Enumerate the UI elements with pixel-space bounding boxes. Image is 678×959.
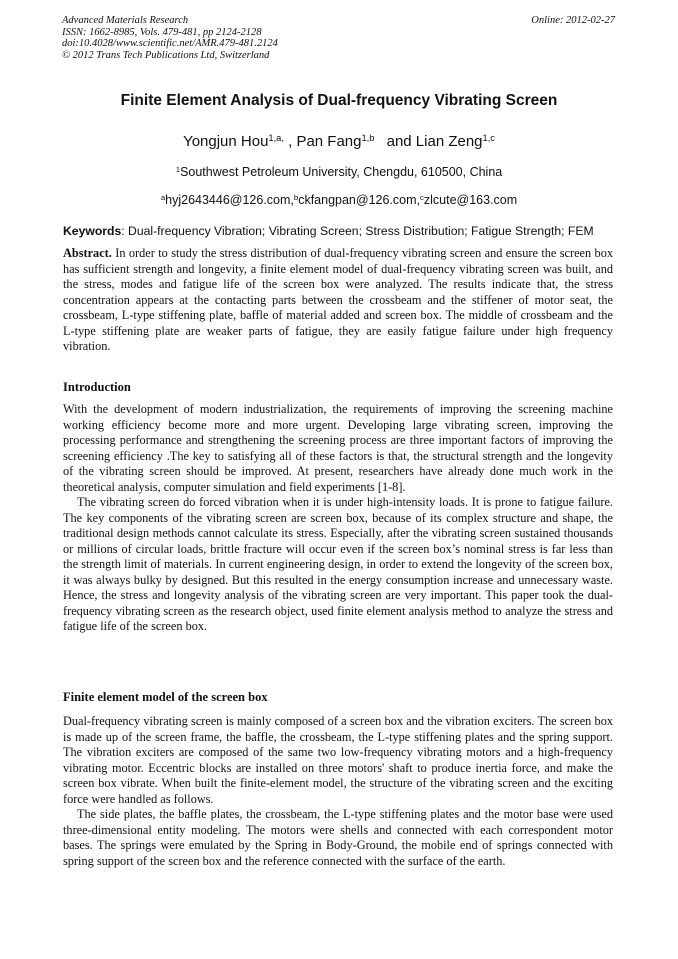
section-heading-introduction: Introduction <box>63 380 131 394</box>
email-sup: c <box>420 192 424 202</box>
email-sup: a <box>160 192 166 202</box>
email-address[interactable]: ckfangpan@126.com, <box>298 193 420 207</box>
introduction-body <box>63 402 613 635</box>
abstract <box>63 246 613 355</box>
journal-name: Advanced Materials Research <box>62 15 189 26</box>
fem-section-body <box>63 714 613 869</box>
affiliation-text: Southwest Petroleum University, Chengdu, 610500, China <box>180 165 503 179</box>
email-address[interactable]: zlcute@163.com <box>423 193 518 207</box>
author-name: , Pan Fang <box>288 133 362 150</box>
issn-line: ISSN: 1662-8985, Vols. 479-481, pp 2124-2128 <box>62 26 262 38</box>
journal-header <box>62 15 278 61</box>
author-name: Yongjun Hou <box>183 133 269 150</box>
author-sup: 1,c <box>482 132 495 143</box>
email-address[interactable]: hyj2643446@126.com, <box>165 193 294 207</box>
copyright-line: © 2012 Trans Tech Publications Ltd, Switzerland <box>62 49 270 61</box>
abstract-text: In order to study the stress distribution of dual-frequency vibrating screen and ensure the screen box has sufficient strength and longevity, a finite element model of dual-frequency vibrating screen was built, and the stress, modes and fatigue life of the screen box were analyzed. The results indicate that, the stress concentration appears at the contacting parts between the crossbeam and the stiffener of motor seat, the crossbeam, L-type stiffening plate, baffle of material added and screen box. The middle of crossbeam and the L-type stiffening plate are weaker parts of fatigue, they are easily fatigue failure under high frequency vibration. <box>63 246 613 353</box>
paragraph: With the development of modern industrialization, the requirements of improving the screening machine working efficiency become more and more urgent. Developing large vibrating screen, improving the processing performance and strengthening the screening process are three important factors of improving the screening efficiency .The key to satisfying all of these factors is that, the structural strength and the longevity of the vibrating screen should be improved. At present, researchers have already done much work in the theoretical analysis, computer simulation and field experiments [1-8]. <box>63 402 613 494</box>
paragraph: The side plates, the baffle plates, the crossbeam, the L-type stiffening plates and the motor base were used three-dimensional entity modeling. The motors were shells and connected with each correspondent motor bases. The springs were emulated by the Spring in Body-Ground, the mobile end of springs connected with spring support of the screen box and the reference connected with the surface of the earth. <box>63 807 613 868</box>
affiliation <box>0 165 678 179</box>
section-heading-fem-model: Finite element model of the screen box <box>63 690 268 704</box>
author-sup: 1,b <box>361 132 375 143</box>
paper-title: Finite Element Analysis of Dual-frequency Vibrating Screen <box>120 92 558 109</box>
doi-line: doi:10.4028/www.scientific.net/AMR.479-481.2124 <box>62 38 278 49</box>
email-sup: b <box>293 192 299 202</box>
author-list <box>0 133 678 150</box>
paragraph: The vibrating screen do forced vibration when it is under high-intensity loads. It is prone to fatigue failure. The key components of the vibrating screen are screen box, because of its complex structure and shape, the traditional design methods cannot calculate its stress. Especially, after the vibrating screen sustained thousands or millions of circular loads, brittle fracture will occur even if the screen box’s nominal stress is far less than the strength limit of materials. In current engineering design, in order to extend the longevity of the screen box, it was always bulky by designed. But this resulted in the energy consumption increase and unnecessary waste. Hence, the stress and longevity analysis of the vibrating screen are very important. This paper took the dual-frequency vibrating screen as the research object, used finite element analysis method to analyze the stress and fatigue life of the screen box. <box>63 495 613 633</box>
online-date: Online: 2012-02-27 <box>531 15 615 26</box>
keywords-label: Keywords <box>63 224 122 238</box>
keywords-line <box>63 224 623 238</box>
author-name: and Lian Zeng <box>386 133 483 150</box>
keywords-text: : Dual-frequency Vibration; Vibrating Screen; Stress Distribution; Fatigue Strength; FEM <box>121 224 594 238</box>
affiliation-sup: 1 <box>175 164 181 174</box>
paragraph: Dual-frequency vibrating screen is mainly composed of a screen box and the vibration exciters. The screen box is made up of the screen frame, the baffle, the crossbeam, the L-type stiffening plates and the spring support. The vibration exciters are composed of the same two low-frequency vibrating motors and a high-frequency vibrating motor. Eccentric blocks are installed on three motors' shaft to produce inertia force, and make the screen box vibrate. When built the finite-element model, the structure of the vibrating screen and the exciting force were handled as follows. <box>63 714 613 806</box>
author-sup: 1,a, <box>268 132 284 143</box>
email-list <box>0 193 678 207</box>
abstract-label: Abstract. <box>63 246 112 260</box>
